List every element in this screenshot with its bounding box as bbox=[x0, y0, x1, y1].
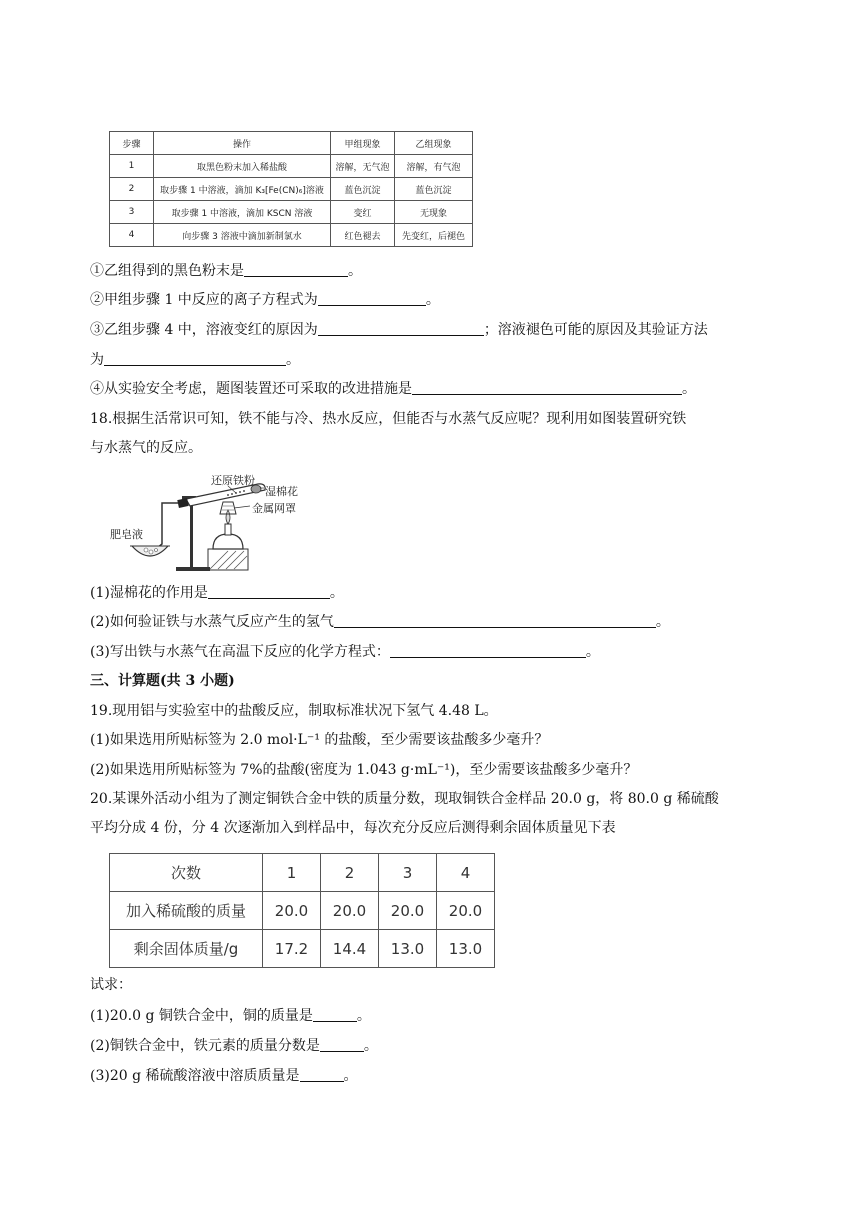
q19-part1: (1)如果选用所贴标签为 2.0 mol·L⁻¹ 的盐酸，至少需要该盐酸多少毫升？ bbox=[90, 732, 549, 748]
q19-part2: (2)如果选用所贴标签为 7%的盐酸(密度为 1.043 g·mL⁻¹)，至少需要该盐酸多少毫升？ bbox=[90, 762, 638, 778]
table-header-cell: 次数 bbox=[110, 854, 263, 892]
q17-part3-cont bbox=[90, 350, 300, 370]
table-cell: 2 bbox=[110, 178, 154, 201]
q17-part4-text: ④从实验安全考虑，题图装置还可采取的改进措施是 bbox=[90, 381, 412, 397]
q17-part1 bbox=[90, 261, 362, 281]
q20-part3-end: 。 bbox=[343, 1068, 358, 1084]
q17-part2 bbox=[90, 290, 440, 310]
q18-part1 bbox=[90, 583, 344, 603]
q18-part3-text: (3)写出铁与水蒸气在高温下反应的化学方程式： bbox=[90, 644, 390, 660]
table-header-cell: 步骤 bbox=[110, 132, 154, 155]
table-cell: 3 bbox=[110, 201, 154, 224]
answer-blank[interactable] bbox=[318, 320, 484, 336]
table-cell: 取黑色粉末加入稀盐酸 bbox=[154, 155, 331, 178]
table-cell: 溶解，无气泡 bbox=[331, 155, 395, 178]
table-row bbox=[110, 892, 495, 930]
table-header-cell: 3 bbox=[379, 854, 437, 892]
q18-part3 bbox=[90, 642, 600, 662]
q20-part2-end: 。 bbox=[363, 1038, 378, 1054]
table-cell: 向步骤 3 溶液中滴加新制氯水 bbox=[154, 224, 331, 247]
table-header-row bbox=[110, 132, 473, 155]
table-header-cell: 4 bbox=[437, 854, 495, 892]
table-cell: 1 bbox=[110, 155, 154, 178]
table-cell: 蓝色沉淀 bbox=[395, 178, 473, 201]
table-row bbox=[110, 930, 495, 968]
answer-blank[interactable] bbox=[300, 1066, 344, 1082]
q20-part1-text: (1)20.0 g 铜铁合金中，铜的质量是 bbox=[90, 1008, 313, 1024]
answer-blank[interactable] bbox=[104, 350, 286, 366]
table-row-label: 加入稀硫酸的质量 bbox=[110, 892, 263, 930]
table-cell: 4 bbox=[110, 224, 154, 247]
label-metal-mesh: 金属网罩 bbox=[252, 502, 296, 515]
table-header-row bbox=[110, 854, 495, 892]
q17-part1-text: ①乙组得到的黑色粉末是 bbox=[90, 263, 244, 279]
answer-blank[interactable] bbox=[412, 379, 682, 395]
q18-part2 bbox=[90, 612, 670, 632]
q18-stem-line2: 与水蒸气的反应。 bbox=[90, 440, 202, 456]
table-cell: 先变红，后褪色 bbox=[395, 224, 473, 247]
table-cell: 红色褪去 bbox=[331, 224, 395, 247]
answer-blank[interactable] bbox=[208, 583, 330, 599]
label-wet-cotton: 湿棉花 bbox=[265, 485, 298, 498]
table-row bbox=[110, 201, 473, 224]
q17-part4 bbox=[90, 379, 696, 399]
answer-blank[interactable] bbox=[390, 642, 586, 658]
table-header-cell: 1 bbox=[263, 854, 321, 892]
table-cell: 变红 bbox=[331, 201, 395, 224]
table-cell: 14.4 bbox=[321, 930, 379, 968]
experiment-steps-table bbox=[109, 131, 473, 247]
label-soap-solution: 肥皂液 bbox=[110, 528, 143, 541]
table-row bbox=[110, 178, 473, 201]
table-header-cell: 乙组现象 bbox=[395, 132, 473, 155]
table-row bbox=[110, 155, 473, 178]
q18-part2-text: (2)如何验证铁与水蒸气反应产生的氢气 bbox=[90, 614, 334, 630]
table-cell: 20.0 bbox=[263, 892, 321, 930]
q20-ask: 试求： bbox=[90, 977, 132, 993]
q20-part3 bbox=[90, 1066, 358, 1086]
apparatus-figure bbox=[110, 466, 320, 578]
section-heading: 三、计算题(共 3 小题) bbox=[90, 673, 235, 689]
answer-blank[interactable] bbox=[313, 1006, 357, 1022]
table-cell: 20.0 bbox=[379, 892, 437, 930]
q19-stem: 19.现用铝与实验室中的盐酸反应，制取标准状况下氢气 4.48 L。 bbox=[90, 703, 498, 719]
q17-part2-text: ②甲组步骤 1 中反应的离子方程式为 bbox=[90, 292, 318, 308]
q20-part3-text: (3)20 g 稀硫酸溶液中溶质质量是 bbox=[90, 1068, 300, 1084]
q17-part3-text: ③乙组步骤 4 中，溶液变红的原因为 bbox=[90, 322, 318, 338]
table-header-cell: 甲组现象 bbox=[331, 132, 395, 155]
q17-part4-end: 。 bbox=[682, 381, 696, 397]
table-cell: 溶解，有气泡 bbox=[395, 155, 473, 178]
q18-part3-end: 。 bbox=[585, 644, 600, 660]
q17-part3-mid: ；溶液褪色可能的原因及其验证方法 bbox=[483, 322, 708, 338]
answer-blank[interactable] bbox=[334, 612, 656, 628]
table-cell: 取步骤 1 中溶液，滴加 K₃[Fe(CN)₆]溶液 bbox=[154, 178, 331, 201]
answer-blank[interactable] bbox=[320, 1036, 364, 1052]
table-row-label: 剩余固体质量/g bbox=[110, 930, 263, 968]
table-cell: 蓝色沉淀 bbox=[331, 178, 395, 201]
q20-stem-line2: 平均分成 4 份，分 4 次逐渐加入到样品中，每次充分反应后测得剩余固体质量见下表 bbox=[90, 820, 616, 836]
label-iron-powder: 还原铁粉 bbox=[211, 474, 255, 487]
table-cell: 13.0 bbox=[437, 930, 495, 968]
answer-blank[interactable] bbox=[318, 290, 426, 306]
table-cell: 20.0 bbox=[437, 892, 495, 930]
q18-stem-line1: 18.根据生活常识可知，铁不能与冷、热水反应，但能否与水蒸气反应呢？现利用如图装置研究铁 bbox=[90, 411, 687, 427]
remaining-solid-table bbox=[109, 853, 495, 968]
q17-part3 bbox=[90, 320, 708, 340]
table-cell: 17.2 bbox=[263, 930, 321, 968]
table-header-cell: 2 bbox=[321, 854, 379, 892]
q20-part1 bbox=[90, 1006, 371, 1026]
q17-part3-cont-text: 为 bbox=[90, 352, 104, 368]
q20-part2 bbox=[90, 1036, 378, 1056]
table-cell: 取步骤 1 中溶液，滴加 KSCN 溶液 bbox=[154, 201, 331, 224]
q18-part2-end: 。 bbox=[655, 614, 670, 630]
table-cell: 20.0 bbox=[321, 892, 379, 930]
q17-part3-cont-end: 。 bbox=[286, 352, 300, 368]
table-cell: 无现象 bbox=[395, 201, 473, 224]
table-row bbox=[110, 224, 473, 247]
q20-stem-line1: 20.某课外活动小组为了测定铜铁合金中铁的质量分数，现取铜铁合金样品 20.0 g，将 80.0 g 稀硫酸 bbox=[90, 791, 719, 807]
q17-part2-end: 。 bbox=[425, 292, 440, 308]
q20-part2-text: (2)铜铁合金中，铁元素的质量分数是 bbox=[90, 1038, 320, 1054]
q18-part1-end: 。 bbox=[329, 585, 344, 601]
q18-part1-text: (1)湿棉花的作用是 bbox=[90, 585, 208, 601]
table-header-cell: 操作 bbox=[154, 132, 331, 155]
table-cell: 13.0 bbox=[379, 930, 437, 968]
answer-blank[interactable] bbox=[244, 261, 348, 277]
q17-part1-end: 。 bbox=[348, 263, 362, 279]
q20-part1-end: 。 bbox=[356, 1008, 371, 1024]
